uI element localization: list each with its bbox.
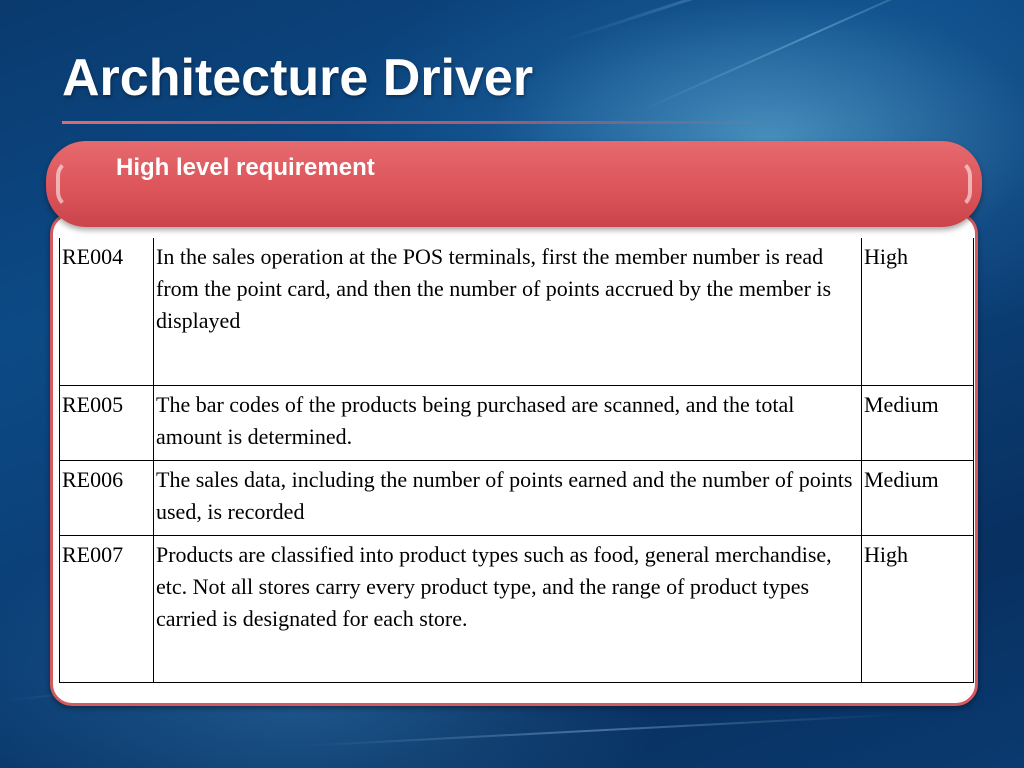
table-row	[60, 535, 974, 682]
requirement-description: The bar codes of the products being purchased are scanned, and the total amount is determined.	[154, 385, 862, 460]
requirement-id: RE005	[60, 385, 154, 460]
title-underline	[62, 121, 782, 124]
banner-left-bracket	[56, 159, 90, 209]
background-streak	[640, 0, 988, 112]
requirement-priority: Medium	[862, 385, 974, 460]
requirement-description: Products are classified into product types such as food, general merchandise, etc. Not all stores carry every product type, and the range of product types carried is designated for each store.	[154, 535, 862, 682]
background-streak	[300, 714, 899, 747]
requirement-description: The sales data, including the number of points earned and the number of points used, is recorded	[154, 460, 862, 535]
requirement-id: RE006	[60, 460, 154, 535]
requirements-table	[59, 238, 974, 683]
banner-label: High level requirement	[116, 154, 375, 181]
background-streak	[560, 0, 998, 43]
requirement-id: RE007	[60, 535, 154, 682]
requirement-id: RE004	[60, 238, 154, 385]
requirement-priority: High	[862, 535, 974, 682]
requirement-priority: High	[862, 238, 974, 385]
requirement-priority: Medium	[862, 460, 974, 535]
section-banner	[46, 141, 982, 227]
table-row	[60, 385, 974, 460]
requirement-description: In the sales operation at the POS terminals, first the member number is read from the point card, and then the number of points accrued by the member is displayed	[154, 238, 862, 385]
table-row	[60, 238, 974, 385]
table-row	[60, 460, 974, 535]
banner-right-bracket	[938, 159, 972, 209]
slide-title: Architecture Driver	[62, 49, 534, 107]
